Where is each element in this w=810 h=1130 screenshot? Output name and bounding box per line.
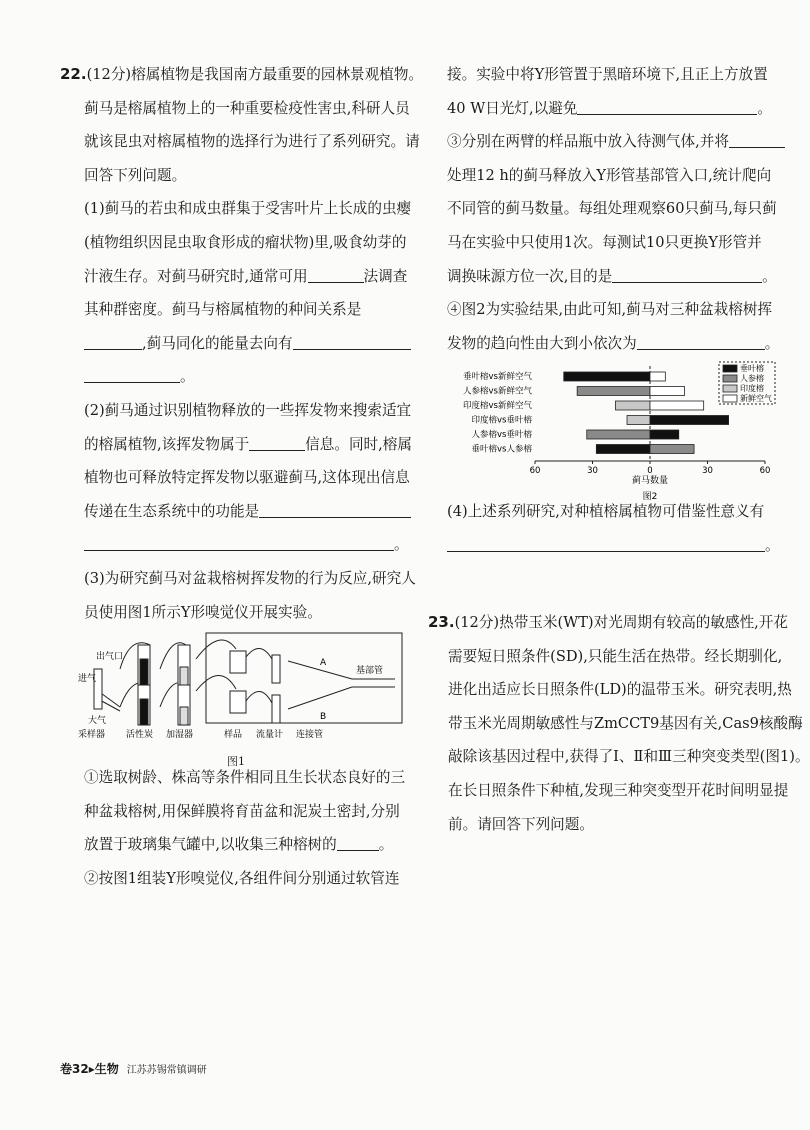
page-footer [60,1060,207,1077]
r-line: 发物的趋向性由大到小依次为 。 [447,334,780,352]
p1-line: 汁液生存。对蓟马研究时,通常可用 法调查 [84,267,408,285]
footer-page: 卷32▸ [60,1062,95,1076]
bar-left [596,445,650,454]
figure-1 [60,629,412,769]
r-line: 40 W日光灯,以避免 。 [447,99,773,117]
bar-right [650,401,704,410]
q22-line: 回答下列问题。 [84,166,187,184]
r-line: 调换味源方位一次,目的是 。 [447,267,777,285]
p1-line: (植物组织因昆虫取食形成的瘤状物)里,吸食幼芽的 [84,233,407,251]
chart-title: 图2 [642,492,658,503]
category-label: 人参榕vs垂叶榕 [471,430,532,441]
legend-label: 新鲜空气 [740,394,772,404]
p2-line: 植物也可释放特定挥发物以驱避蓟马,这体现出信息 [84,469,410,487]
answer-blank[interactable] [637,335,765,350]
category-label: 印度榕vs垂叶榕 [471,415,532,426]
answer-blank[interactable] [577,100,757,115]
fig1-label: 样品 [224,730,243,741]
p1-line: 。 [60,360,412,394]
q22-line: 蓟马是榕属植物上的一种重要检疫性害虫,科研人员 [84,99,410,117]
p4-line: 。 [447,529,777,563]
figure-2 [447,362,777,503]
x-tick-label: 60 [529,466,541,477]
q22-number: 22. [60,65,87,83]
bar-left [627,416,650,425]
answer-blank[interactable] [447,537,765,552]
p2-line: (2)蓟马通过识别植物释放的一些挥发物来搜索适宜 [84,401,412,419]
left-column [60,58,424,895]
answer-blank[interactable] [729,133,785,148]
legend-swatch [723,365,737,372]
fig1-label: 采样器 [78,730,106,741]
q23-line: 23.(12分)热带玉米(WT)对光周期有较高的敏感性,开花 [428,613,788,631]
fig1-label: 流量计 [256,730,284,741]
fig1-label: B [320,712,327,723]
answer-blank[interactable] [84,536,394,551]
p2-line: 。 [60,528,412,562]
x-tick-label: 60 [759,466,771,477]
right-column [447,58,780,563]
r-line: 马在实验中只使用1次。每测试10只更换Y形管并 [447,233,762,251]
fig1-label: 大气 [88,716,107,727]
fig1-label: A [320,658,327,669]
x-tick-label: 30 [702,466,713,477]
q23-number: 23. [428,613,455,631]
bar-right [650,372,665,381]
answer-blank[interactable] [337,836,379,851]
q22-line: 22.(12分)榕属植物是我国南方最重要的园林景观植物。 [60,65,424,83]
p3b-line: 种盆栽榕树,用保鲜膜将育苗盆和泥炭土密封,分别 [84,802,400,820]
r-line: 不同管的蓟马数量。每组处理观察60只蓟马,每只蓟 [447,200,777,218]
answer-blank[interactable] [308,268,364,283]
fig1-label: 进气 [78,674,97,685]
category-label: 垂叶榕vs人参榕 [471,444,532,455]
r-line: 处理12 h的蓟马释放入Y形管基部管入口,统计爬向 [447,166,772,184]
q23-line: 在长日照条件下种植,发现三种突变型开花时间明显提 [448,781,789,799]
figure-1-caption: 图1 [227,755,245,769]
p1-line: ,蓟马同化的能量去向有 [60,327,412,361]
answer-blank[interactable] [612,268,762,283]
bar-right [650,416,729,425]
answer-blank[interactable] [84,368,180,383]
legend-label: 垂叶榕 [740,364,764,374]
answer-blank[interactable] [259,503,411,518]
bar-left [587,430,650,439]
fig1-label: 基部管 [356,666,384,677]
x-axis-label: 蓟马数量 [631,476,669,487]
category-label: 垂叶榕vs新鲜空气 [463,372,532,383]
fig1-label: 出气口 [96,652,124,663]
y-olfactometer-diagram [60,629,412,749]
p1-line: (1)蓟马的若虫和成虫群集于受害叶片上长成的虫瘿 [84,200,412,218]
legend-swatch [723,385,737,392]
answer-blank[interactable] [249,436,305,451]
chart [447,362,777,503]
q22-line: 就该昆虫对榕属植物的选择行为进行了系列研究。请 [84,133,420,151]
bar-left [616,401,651,410]
answer-blank[interactable] [293,335,411,350]
bar-left [564,372,650,381]
legend-label: 人参榕 [740,374,764,384]
p3-line: 员使用图1所示Y形嗅觉仪开展实验。 [84,603,322,621]
p4-line: (4)上述系列研究,对种植榕属植物可借鉴性意义有 [447,503,765,521]
x-tick-label: 0 [647,466,653,477]
bar-left [577,387,650,396]
bar-right [650,387,685,396]
q23-line: 需要短日照条件(SD),只能生活在热带。经长期驯化, [448,647,783,665]
category-label: 印度榕vs新鲜空气 [463,401,532,412]
bar-right [650,445,694,454]
q23-line: 前。请回答下列问题。 [448,815,594,833]
p3-line: (3)为研究蓟马对盆栽榕树挥发物的行为反应,研究人 [84,569,416,587]
footer-source: 江苏苏锡常镇调研 [126,1065,207,1076]
legend-swatch [723,375,737,382]
legend-swatch [723,395,737,402]
p3b-line: ②按图1组装Y形嗅觉仪,各组件间分别通过软管连 [84,869,400,887]
fig1-label: 连接管 [296,730,324,741]
x-tick-label: 30 [587,466,598,477]
p1-line: 其种群密度。蓟马与榕属植物的种间关系是 [84,301,362,319]
fig1-label: 活性炭 [126,730,154,741]
r-line: 接。实验中将Y形管置于黑暗环境下,且正上方放置 [447,66,768,83]
r-line: ③分别在两臂的样品瓶中放入待测气体,并将 [447,125,777,159]
answer-blank[interactable] [84,335,142,350]
q23-line: 带玉米光周期敏感性与ZmCCT9基因有关,Cas9核酸酶 [448,714,803,732]
p2-line: 的榕属植物,该挥发物属于 信息。同时,榕属 [84,435,412,453]
r-line: ④图2为实验结果,由此可知,蓟马对三种盆栽榕树挥 [447,301,773,319]
p3b-line: ①选取树龄、株高等条件相同且生长状态良好的三 [84,769,406,787]
q23-line: 敲除该基因过程中,获得了Ⅰ、Ⅱ和Ⅲ三种突变类型(图1)。 [448,748,810,766]
p3b-line: 放置于玻璃集气罐中,以收集三种榕树的 。 [84,836,394,854]
bar-right [650,430,679,439]
legend-label: 印度榕 [740,384,764,394]
q23-line: 进化出适应长日照条件(LD)的温带玉米。研究表明,热 [448,681,792,699]
footer-subject: 生物 [94,1062,119,1076]
p2-line: 传递在生态系统中的功能是 [60,495,412,529]
category-label: 人参榕vs新鲜空气 [463,386,532,397]
q23 [428,606,810,841]
fig1-label: 加湿器 [166,730,194,741]
